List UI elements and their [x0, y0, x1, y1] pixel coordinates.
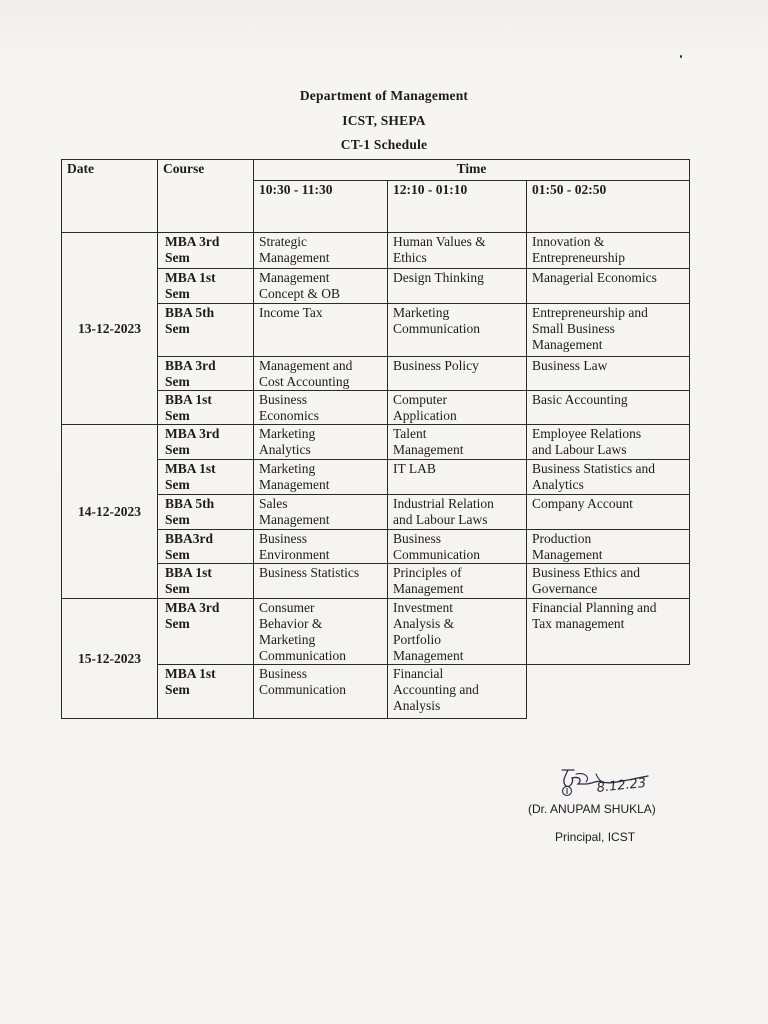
subject-cell-slot-1: Business Statistics — [253, 563, 388, 599]
course-cell: MBA 3rd Sem — [157, 598, 254, 665]
course-cell: MBA 3rd Sem — [157, 232, 254, 269]
subject-cell-slot-1: Marketing Analytics — [253, 424, 388, 460]
signatory-designation: Principal, ICST — [555, 830, 636, 844]
exam-date-cell: 13-12-2023 — [61, 232, 158, 425]
subject-cell-slot-3: Business Ethics and Governance — [526, 563, 690, 599]
course-cell: MBA 1st Sem — [157, 459, 254, 495]
paper-speck — [680, 55, 682, 58]
course-cell: MBA 1st Sem — [157, 268, 254, 304]
subject-cell-slot-3: Production Management — [526, 529, 690, 564]
subject-cell-slot-1: Business Communication — [253, 664, 388, 719]
department-title: Department of Management — [299, 88, 469, 103]
subject-cell-slot-1: Strategic Management — [253, 232, 388, 269]
exam-date-cell: 15-12-2023 — [61, 598, 158, 719]
institute-name: ICST, SHEPA — [342, 113, 426, 128]
subject-cell-slot-1: Income Tax — [253, 303, 388, 357]
subject-cell-slot-2: Business Policy — [387, 356, 527, 391]
subject-cell-slot-3: Entrepreneurship and Small Business Management — [526, 303, 690, 357]
subject-cell-slot-1: Consumer Behavior & Marketing Communication — [253, 598, 388, 665]
subject-cell-slot-1: Management Concept & OB — [253, 268, 388, 304]
subject-cell-slot-1: Business Environment — [253, 529, 388, 564]
subject-cell-slot-3: Financial Planning and Tax management — [526, 598, 690, 665]
header-course: Course — [157, 159, 254, 233]
course-cell: BBA 3rd Sem — [157, 356, 254, 391]
subject-cell-slot-2: Computer Application — [387, 390, 527, 425]
course-cell: BBA 5th Sem — [157, 494, 254, 530]
header-date: Date — [61, 159, 158, 233]
schedule-title: CT-1 Schedule — [340, 137, 428, 152]
subject-cell-slot-2: Principles of Management — [387, 563, 527, 599]
header-slot-1: 10:30 - 11:30 — [253, 180, 388, 233]
course-cell: BBA 5th Sem — [157, 303, 254, 357]
subject-cell-slot-2: Marketing Communication — [387, 303, 527, 357]
header-slot-2: 12:10 - 01:10 — [387, 180, 527, 233]
course-cell: BBA 1st Sem — [157, 563, 254, 599]
signature-date: 8.12.23 — [596, 775, 647, 796]
subject-cell-slot-1: Marketing Management — [253, 459, 388, 495]
subject-cell-slot-3: Business Law — [526, 356, 690, 391]
exam-date-cell: 14-12-2023 — [61, 424, 158, 599]
subject-cell-slot-2: Business Communication — [387, 529, 527, 564]
subject-cell-slot-2: Industrial Relation and Labour Laws — [387, 494, 527, 530]
subject-cell-slot-3: Company Account — [526, 494, 690, 530]
subject-cell-slot-2: Investment Analysis & Portfolio Management — [387, 598, 527, 665]
subject-cell-slot-3: Innovation & Entrepreneurship — [526, 232, 690, 269]
subject-cell-slot-2: IT LAB — [387, 459, 527, 495]
subject-cell-slot-3: Basic Accounting — [526, 390, 690, 425]
subject-cell-slot-2: Talent Management — [387, 424, 527, 460]
subject-cell-slot-3: Managerial Economics — [526, 268, 690, 304]
subject-cell-slot-2: Design Thinking — [387, 268, 527, 304]
course-cell: MBA 1st Sem — [157, 664, 254, 719]
header-slot-3: 01:50 - 02:50 — [526, 180, 690, 233]
subject-cell-slot-3: Business Statistics and Analytics — [526, 459, 690, 495]
course-cell: MBA 3rd Sem — [157, 424, 254, 460]
subject-cell-slot-2: Financial Accounting and Analysis — [387, 664, 527, 719]
course-cell: BBA3rd Sem — [157, 529, 254, 564]
subject-cell-slot-1: Management and Cost Accounting — [253, 356, 388, 391]
signatory-name: (Dr. ANUPAM SHUKLA) — [528, 802, 656, 816]
subject-cell-slot-1: Business Economics — [253, 390, 388, 425]
header-time: Time — [253, 159, 690, 181]
subject-cell-slot-3: Employee Relations and Labour Laws — [526, 424, 690, 460]
course-cell: BBA 1st Sem — [157, 390, 254, 425]
subject-cell-slot-2: Human Values & Ethics — [387, 232, 527, 269]
subject-cell-slot-1: Sales Management — [253, 494, 388, 530]
